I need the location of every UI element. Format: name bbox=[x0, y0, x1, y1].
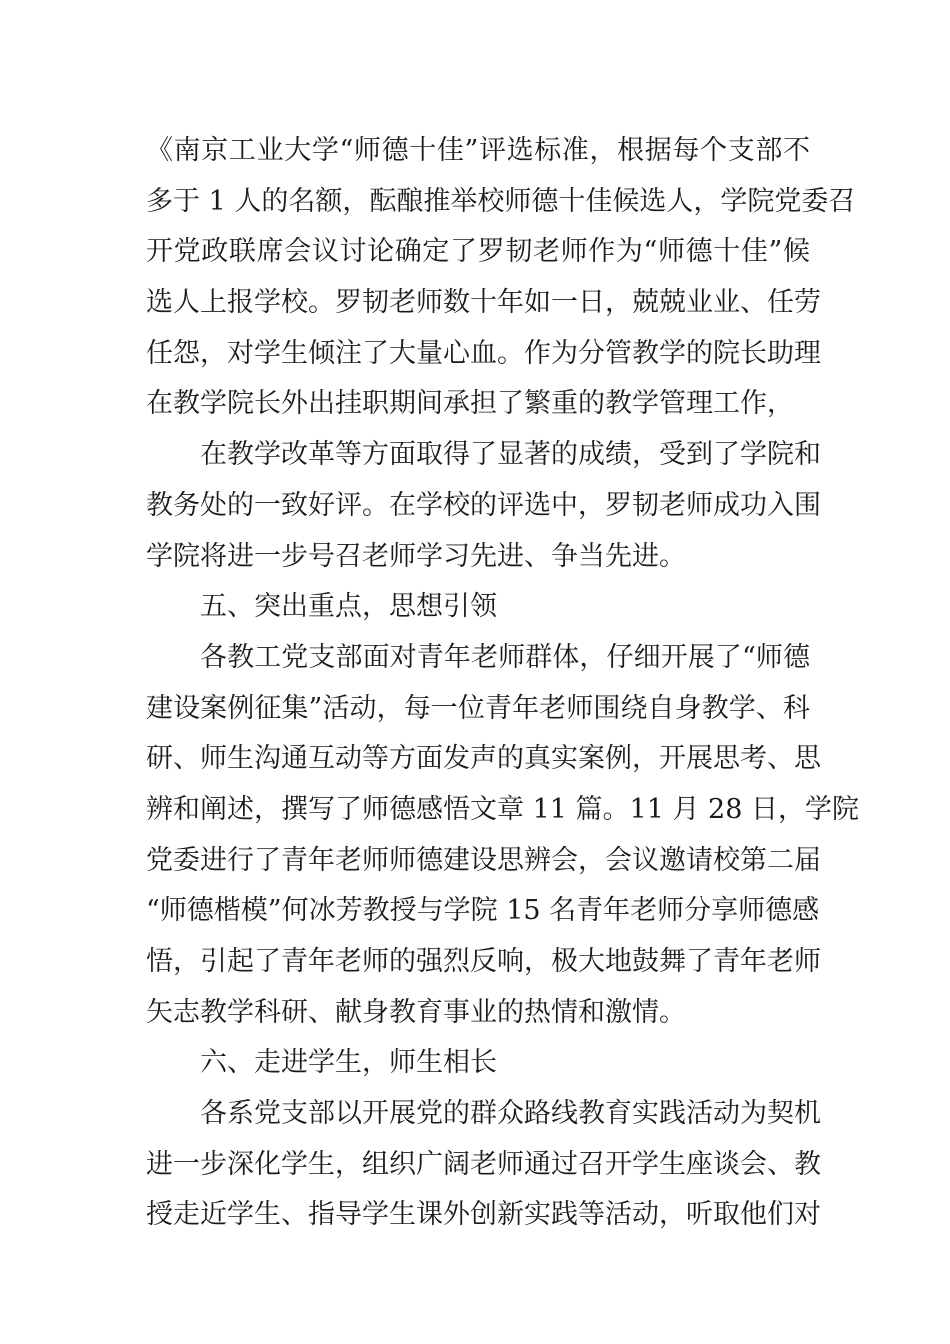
text-line: 进一步深化学生，组织广阔老师通过召开学生座谈会、教 bbox=[146, 1148, 821, 1180]
text-line: 学院将进一步号召老师学习先进、争当先进。 bbox=[146, 540, 686, 572]
text-line: 授走近学生、指导学生课外创新实践等活动，听取他们对 bbox=[146, 1199, 821, 1231]
text-line: 在教学院长外出挂职期间承担了繁重的教学管理工作， bbox=[146, 388, 794, 420]
text-line: 多于 1 人的名额，酝酿推举校师德十佳候选人，学院党委召 bbox=[146, 185, 856, 217]
text-line: 《南京工业大学“师德十佳”评选标准，根据每个支部不 bbox=[146, 135, 810, 166]
section-heading: 六、走进学生，师生相长 bbox=[200, 1047, 497, 1079]
text-line: 矢志教学科研、献身教育事业的热情和激情。 bbox=[146, 996, 686, 1028]
text-line: 任怨，对学生倾注了大量心血。作为分管教学的院长助理 bbox=[146, 337, 821, 369]
text-line: 开党政联席会议讨论确定了罗韧老师作为“师德十佳”候 bbox=[146, 236, 810, 268]
text-line: 研、师生沟通互动等方面发声的真实案例，开展思考、思 bbox=[146, 743, 821, 775]
text-line: 党委进行了青年老师师德建设思辨会，会议邀请校第二届 bbox=[146, 844, 821, 876]
text-line: “师德楷模”何冰芳教授与学院 15 名青年老师分享师德感 bbox=[146, 895, 820, 927]
document-body bbox=[146, 126, 859, 1241]
paragraph-first-line: 在教学改革等方面取得了显著的成绩，受到了学院和 bbox=[200, 439, 821, 471]
text-line: 辨和阐述，撰写了师德感悟文章 11 篇。11 月 28 日，学院 bbox=[146, 793, 859, 825]
text-line: 悟，引起了青年老师的强烈反响，极大地鼓舞了青年老师 bbox=[146, 946, 821, 977]
text-line: 选人上报学校。罗韧老师数十年如一日，兢兢业业、任劳 bbox=[146, 287, 821, 319]
paragraph-first-line: 各教工党支部面对青年老师群体，仔细开展了“师德 bbox=[200, 641, 810, 673]
text-line: 建设案例征集”活动，每一位青年老师围绕自身教学、科 bbox=[146, 692, 810, 724]
text-line: 教务处的一致好评。在学校的评选中，罗韧老师成功入围 bbox=[146, 489, 821, 521]
section-heading: 五、突出重点，思想引领 bbox=[200, 591, 497, 623]
paragraph-first-line: 各系党支部以开展党的群众路线教育实践活动为契机 bbox=[200, 1098, 821, 1130]
